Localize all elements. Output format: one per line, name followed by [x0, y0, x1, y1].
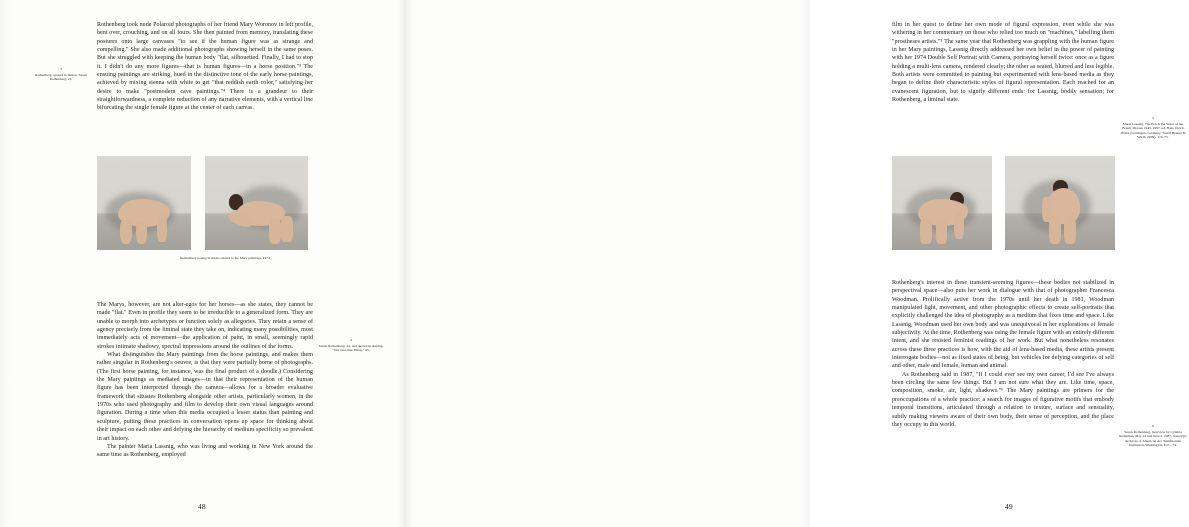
leg-shape	[920, 218, 932, 244]
margin-note-5	[1119, 116, 1187, 140]
paragraph: Rothenberg's interest in these transient-seeming figures—these bodies not stabilized in perspectival space—also puts her work in dialogue with that of photographer Francesca Woodman. Prolifically active from the 1970s until her death in 1981, Woodman manipulated light, movement, and other photographic effects to create self-portraits that explicitly challenged the idea of photography as a medium that fixes time and space. Like Lassnig, Woodman used her own body and was unequivocal in her explorations of female subjectivity. At the time, Rothenberg was using the female figure with an entirely different intent, and she resisted feminist readings of her work. But what nonetheless resonates across these three practices is how, with the aid of lens-based media, these artists present interrogate bodies—not as fixed states of being, but vehicles for defying categories of self and other, male and female, human and animal.	[892, 280, 1114, 370]
left-page	[0, 0, 405, 527]
page-number-right: 49	[1005, 502, 1013, 511]
margin-note-6-number: 6	[1152, 424, 1154, 428]
margin-note-4-number: 4	[350, 338, 352, 342]
margin-note-4	[318, 338, 384, 353]
right-page-bottom-column	[892, 279, 1114, 429]
right-figure-1	[892, 156, 992, 250]
left-figure-1	[97, 156, 191, 250]
margin-note-5-number: 5	[1152, 116, 1154, 120]
left-page-top-column	[97, 21, 313, 113]
arm-shape	[157, 214, 166, 242]
margin-note-4-text: Susan Rothenberg, 24, and quoted in Auping, "Not Just One Thing," 43.	[318, 343, 384, 353]
arm-shape	[1042, 197, 1052, 221]
leg-shape	[136, 222, 146, 245]
right-figure-2	[1005, 156, 1115, 250]
page-number-left: 48	[198, 502, 206, 511]
paragraph: Rothenberg took nude Polaroid photographs of her friend Mary Woronov in left profile, bent over, crouching, and on all fours. She then painted from memory, translating these postures onto large canvases "to see if the human figure was as strange and compelling." She also made additional photographs showing herself in the same poses. But she struggled with keeping the human body "flat, silhouetted. Finally, I had to stop it. I didn't do any more figures—that is human figures—in a horse position."³ The ensuing paintings are striking, hued in the distinctive tone of the early horse paintings, achieved by mixing sienna with white to get "that reddish earth color," satisfying her desire to make "postmodern cave paintings."⁴ There is a grandeur to their straightforwardness, a complete reduction of any narrative elements, with a vertical line bifurcating the single female figure at the center of each canvas.	[97, 22, 313, 112]
photo-backdrop	[205, 156, 308, 250]
paragraph: What distinguishes the Mary paintings from the horse paintings, and makes them rather singular in Rothenberg's oeuvre, is that they were partially borne of photographs. (The first horse painting, for instance, was the final product of a doodle.) Considering the Mary paintings as mediated images—in that their representation of the human figure has been interpreted through the camera—allows for a broader evaluative framework that situates Rothenberg alongside other artists, particularly women, in the 1970s who used photography and film to develop their own visual languages around figuration. During a time when this media occupied a lesser status than painting and sculpture, putting these practices in conversation opens up space for thinking about their impact on each other and defying the hierarchy of medium specificity so prevalent in art history.	[97, 352, 313, 442]
leg-shape	[1064, 216, 1076, 244]
photo-backdrop	[97, 156, 191, 250]
margin-note-3-text: Rothenberg, quoted in Simon, Susan Rothenberg, 23.	[35, 72, 87, 82]
leg-shape	[281, 216, 292, 242]
leg-shape	[269, 218, 281, 244]
margin-note-3-number: 3	[60, 67, 62, 71]
margin-note-3	[30, 67, 92, 82]
leg-shape	[936, 220, 947, 244]
photo-backdrop	[1005, 156, 1115, 250]
right-page-top-column	[892, 21, 1114, 104]
left-page-bottom-column	[97, 301, 313, 460]
arm-shape	[954, 211, 964, 239]
paragraph: film in her quest to define her own mode of figural expression, even while she was withering in her commentary on those who relied too much on "machines," labelling them "prostheses artists."⁵ The same year that Rothenberg was grappling with the human figure in her Mary paintings, Lassnig directly addressed her own belief in the power of painting with her 1974 Double Self Portrait with Camera, portraying herself twice: once as a figure holding a multi-lens camera, rendered clearly; the other as seated, blurred and less legible. Both artists were committed to painting but experimented with lens-based media as they began to define their characteristic styles of figural representation. Each reached for an evanescent figuration, but to signify different ends: for Lassnig, bodily sensation; for Rothenberg, a liminal state.	[892, 22, 1114, 104]
leg-shape	[1049, 216, 1061, 244]
left-figure-2	[205, 156, 308, 250]
margin-note-6	[1117, 424, 1189, 448]
paragraph: As Rothenberg said in 1987, "If I could ever see my own career, I'd see I've always been circling the same few things. But I am not sure what they are. Like time, space, composition, smoke, air, light, shadows."⁶ The Mary paintings are primers for the preoccupations of a whole practice: a search for images of figurative motifs that embody temporal transitions, articulated through a relation to texture, surface and sensuality, subtly making viewers aware of their own body, their sense of perception, and the place they occupy in this world.	[892, 371, 1114, 428]
paragraph: The Marys, however, are not alter-egos for her horses—as she states, they cannot be made "flat." Even in profile they seem to be irreducible to a generalized form. They are unable to morph into archetypes or function solely as allegories. They retain a sense of agency precisely from the liminal state they take on, indicating many possibilities, most immediately acts of movement—the application of paint, in small, seemingly rapid strokes intimate shadowy, spectral impressions around the outlines of the forms.	[97, 302, 313, 350]
margin-note-5-text: Maria Lassnig, The Pen Is the Sister of the Brush: Diaries 1943–1997, ed. Hans Ulrich Obrist (Göttingen, Germany: Steidl Hauser & Wirth, 2009), 174–75.	[1120, 121, 1186, 140]
right-page	[405, 0, 1188, 527]
left-figure-caption: Rothenberg posing in studio related to the Mary paintings, 1974	[180, 256, 270, 260]
leg-shape	[120, 220, 132, 244]
paragraph: The painter Maria Lassnig, who was living and working in New York around the same time as Rothenberg, employed	[97, 443, 313, 459]
photo-backdrop	[892, 156, 992, 250]
margin-note-6-text: Susan Rothenberg, interview by Cynthia Nadelman, May 22 and June 2, 1987, transcript, Archives of American Art, Smithsonian Institution, Washington, D.C., 74.	[1118, 429, 1188, 448]
